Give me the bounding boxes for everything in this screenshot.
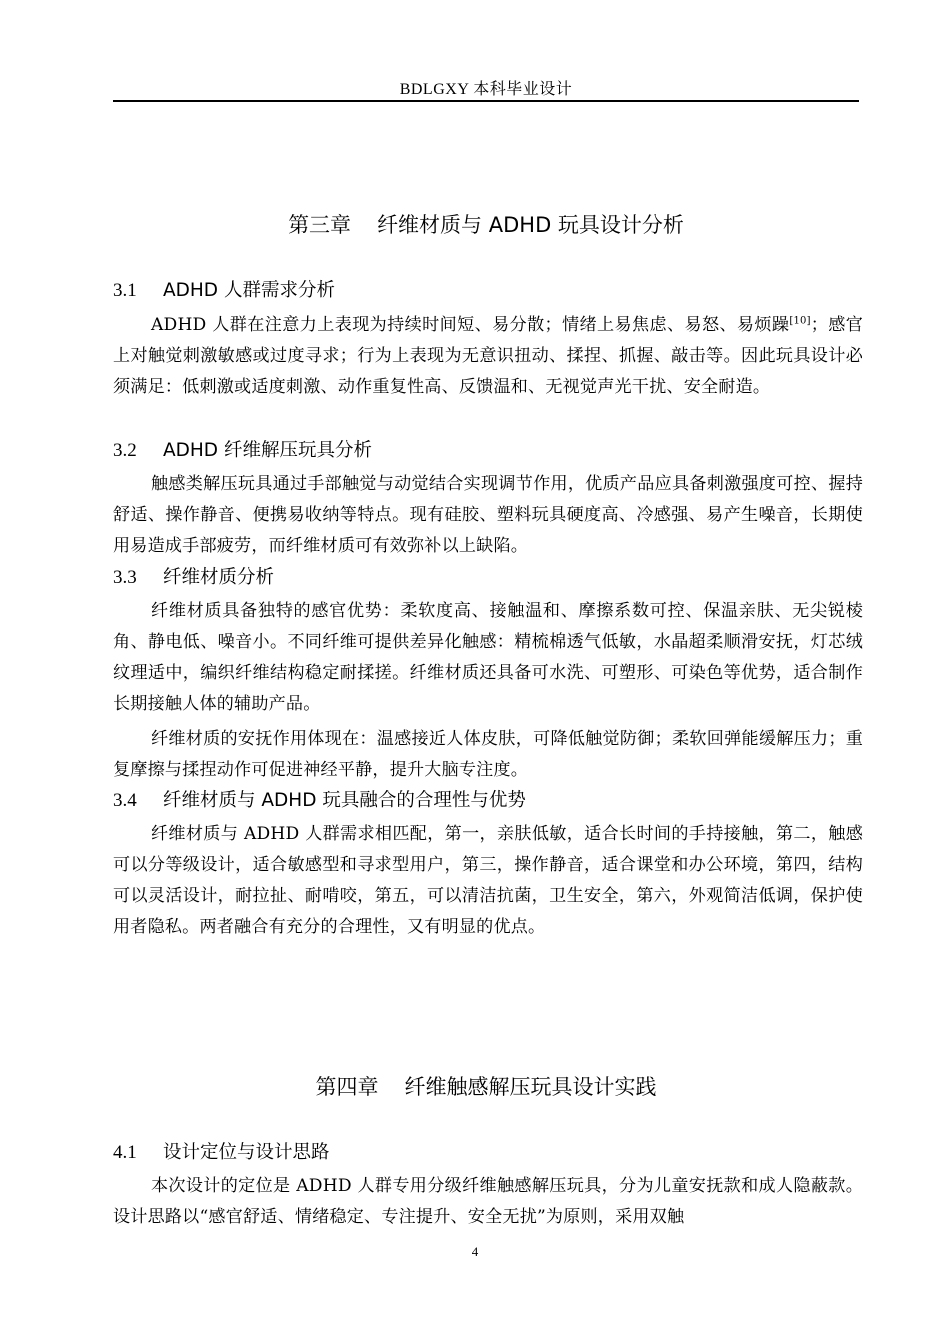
body-paragraph: 触感类解压玩具通过手部触觉与动觉结合实现调节作用，优质产品应具备刺激强度可控、握持舒适、操作静音、便携易收纳等特点。现有硅胶、塑料玩具硬度高、冷感强、易产生噪音，长期使用易造成手部疲劳，而纤维材质可有效弥补以上缺陷。 xyxy=(113,474,863,556)
chapter-heading xyxy=(113,1072,859,1102)
body-paragraph: 本次设计的定位是 ADHD 人群专用分级纤维触感解压玩具，分为儿童安抚款和成人隐蔽款。设计思路以“感官舒适、情绪稳定、专注提升、安全无扰”为原则，采用双触 xyxy=(113,1176,863,1227)
chapter-number: 第四章 xyxy=(315,1075,379,1099)
chapter-title: 纤维材质与 ADHD 玩具设计分析 xyxy=(377,213,684,237)
citation-reference: [10] xyxy=(789,315,811,327)
section-heading xyxy=(113,786,859,816)
header-rule xyxy=(113,100,859,102)
section-heading xyxy=(113,276,859,306)
section-title: ADHD 人群需求分析 xyxy=(163,280,335,301)
section-number: 4.1 xyxy=(113,1142,137,1163)
paragraph-text: ADHD 人群在注意力上表现为持续时间短、易分散；情绪上易焦虑、易怒、易烦躁 xyxy=(151,315,790,335)
chapter-number: 第三章 xyxy=(288,213,352,237)
body-paragraph: 纤维材质具备独特的感官优势：柔软度高、接触温和、摩擦系数可控、保温亲肤、无尖锐棱角、静电低、噪音小。不同纤维可提供差异化触感：精梳棉透气低敏，水晶超柔顺滑安抚，灯芯绒纹理适中，编织纤维结构稳定耐揉搓。纤维材质还具备可水洗、可塑形、可染色等优势，适合制作长期接触人体的辅助产品。 xyxy=(113,601,863,714)
section-title: 纤维材质与 ADHD 玩具融合的合理性与优势 xyxy=(163,790,526,811)
section-title: ADHD 纤维解压玩具分析 xyxy=(163,440,372,461)
section-number: 3.3 xyxy=(113,567,137,588)
body-paragraph: 纤维材质与 ADHD 人群需求相匹配，第一，亲肤低敏，适合长时间的手持接触，第二，触感可以分等级设计，适合敏感型和寻求型用户，第三，操作静音，适合课堂和办公环境，第四，结构可以灵活设计，耐拉扯、耐啃咬，第五，可以清洁抗菌，卫生安全，第六，外观简洁低调，保护使用者隐私。两者融合有充分的合理性，又有明显的优点。 xyxy=(113,824,863,937)
body-paragraph: 纤维材质的安抚作用体现在：温感接近人体皮肤，可降低触觉防御；柔软回弹能缓解压力；重复摩擦与揉捏动作可促进神经平静，提升大脑专注度。 xyxy=(113,729,863,780)
chapter-heading xyxy=(113,210,859,240)
chapter-title: 纤维触感解压玩具设计实践 xyxy=(404,1075,657,1099)
section-number: 3.4 xyxy=(113,790,137,811)
paragraph-text: ；感官上对触觉刺激敏感或过度寻求；行为上表现为无意识扭动、揉捏、抓握、敲击等。因此玩具设计必须满足：低刺激或适度刺激、动作重复性高、反馈温和、无视觉声光干扰、安全耐造。 xyxy=(113,315,863,397)
section-title: 纤维材质分析 xyxy=(163,567,275,588)
section-number: 3.2 xyxy=(113,440,137,461)
page-number: 4 xyxy=(471,1244,479,1259)
body-paragraph xyxy=(113,310,863,403)
section-heading xyxy=(113,436,859,466)
section-title: 设计定位与设计思路 xyxy=(163,1142,330,1163)
running-header: BDLGXY 本科毕业设计 xyxy=(399,81,573,98)
section-heading xyxy=(113,1138,859,1168)
section-heading xyxy=(113,563,859,593)
section-number: 3.1 xyxy=(113,280,137,301)
